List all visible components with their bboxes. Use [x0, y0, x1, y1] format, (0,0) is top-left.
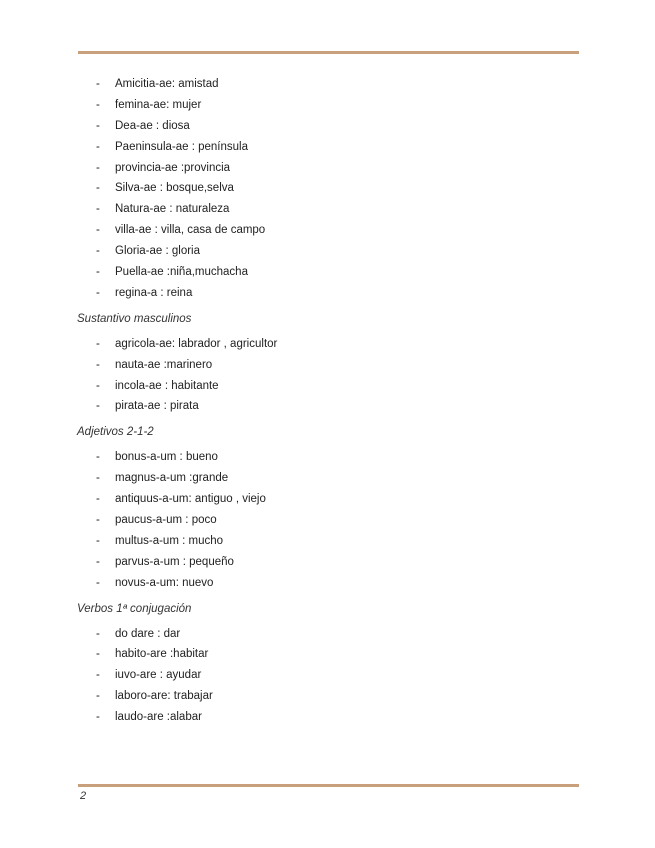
list-item: [77, 510, 577, 531]
list-item-text: Dea-ae : diosa: [115, 119, 190, 132]
list-item: [77, 116, 577, 137]
list-item: [77, 355, 577, 376]
list-item-text: Gloria-ae : gloria: [115, 245, 201, 258]
bullet-dash: -: [96, 266, 100, 279]
list-item-text: agricola-ae: labrador , agricultor: [115, 337, 278, 350]
list-item-text: pirata-ae : pirata: [115, 400, 199, 413]
list-item: [77, 158, 577, 179]
page-number: 2: [80, 790, 87, 802]
section-heading-masculine: Sustantivo masculinos: [77, 312, 192, 325]
bullet-dash: -: [96, 493, 100, 506]
list-item-text: femina-ae: mujer: [115, 98, 202, 111]
list-item: [77, 531, 577, 552]
bullet-dash: -: [96, 379, 100, 392]
list-item: [77, 624, 577, 645]
list-item: [77, 489, 577, 510]
bullet-dash: -: [96, 286, 100, 299]
list-item-text: parvus-a-um : pequeño: [115, 555, 234, 568]
bullet-dash: -: [96, 690, 100, 703]
list-item: [77, 241, 577, 262]
list-item: [77, 396, 577, 417]
list-item: [77, 686, 577, 707]
list-item-text: Amicitia-ae: amistad: [115, 78, 219, 90]
bullet-dash: -: [96, 161, 100, 174]
bullet-dash: -: [96, 451, 100, 464]
list-item-text: habito-are :habitar: [115, 648, 209, 661]
list-item-text: bonus-a-um : bueno: [115, 451, 218, 464]
bullet-dash: -: [96, 182, 100, 195]
bullet-dash: -: [96, 648, 100, 661]
bullet-dash: -: [96, 555, 100, 568]
list-item-text: laboro-are: trabajar: [115, 690, 213, 703]
bullet-dash: -: [96, 514, 100, 527]
bullet-dash: -: [96, 669, 100, 682]
list-item-text: incola-ae : habitante: [115, 379, 219, 392]
list-item: [77, 573, 577, 594]
list-item: [77, 707, 577, 728]
list-item: [77, 468, 577, 489]
list-item: [77, 283, 577, 304]
list-item-text: nauta-ae :marinero: [115, 358, 213, 371]
footer-rule: [78, 784, 579, 787]
list-item: [77, 95, 577, 116]
list-item-text: magnus-a-um :grande: [115, 472, 229, 485]
vocab-list-adjectives: [77, 447, 577, 593]
list-item: [77, 447, 577, 468]
section-heading-adjectives: Adjetivos 2-1-2: [77, 426, 154, 439]
list-item-text: villa-ae : villa, casa de campo: [115, 224, 266, 237]
bullet-dash: -: [96, 576, 100, 589]
list-item: [77, 644, 577, 665]
list-item-text: novus-a-um: nuevo: [115, 576, 214, 589]
vocab-list-feminine: [77, 74, 577, 304]
bullet-dash: -: [96, 711, 100, 724]
bullet-dash: -: [96, 627, 100, 640]
list-item-text: Paeninsula-ae : península: [115, 140, 248, 153]
document-body: [77, 74, 577, 728]
vocab-list-masculine: [77, 334, 577, 418]
vocab-list-verbs: [77, 624, 577, 728]
header-rule: [78, 51, 579, 54]
list-item: [77, 665, 577, 686]
list-item-text: regina-a : reina: [115, 286, 193, 299]
list-item-text: iuvo-are : ayudar: [115, 669, 202, 682]
list-item-text: Silva-ae : bosque,selva: [115, 182, 234, 195]
bullet-dash: -: [96, 78, 100, 90]
bullet-dash: -: [96, 400, 100, 413]
bullet-dash: -: [96, 337, 100, 350]
list-item: [77, 178, 577, 199]
bullet-dash: -: [96, 534, 100, 547]
list-item: [77, 220, 577, 241]
bullet-dash: -: [96, 119, 100, 132]
bullet-dash: -: [96, 98, 100, 111]
list-item-text: provincia-ae :provincia: [115, 161, 231, 174]
bullet-dash: -: [96, 224, 100, 237]
list-item-text: do dare : dar: [115, 627, 181, 640]
bullet-dash: -: [96, 140, 100, 153]
list-item-text: Natura-ae : naturaleza: [115, 203, 230, 216]
bullet-dash: -: [96, 245, 100, 258]
list-item: [77, 552, 577, 573]
list-item: [77, 334, 577, 355]
list-item: [77, 376, 577, 397]
list-item-text: antiquus-a-um: antiguo , viejo: [115, 493, 266, 506]
list-item: [77, 74, 577, 95]
list-item-text: Puella-ae :niña,muchacha: [115, 266, 248, 279]
bullet-dash: -: [96, 203, 100, 216]
bullet-dash: -: [96, 358, 100, 371]
list-item: [77, 137, 577, 158]
list-item: [77, 262, 577, 283]
bullet-dash: -: [96, 472, 100, 485]
list-item-text: laudo-are :alabar: [115, 711, 202, 724]
section-heading-verbs: Verbos 1ª conjugación: [77, 602, 192, 615]
list-item-text: multus-a-um : mucho: [115, 534, 224, 547]
list-item-text: paucus-a-um : poco: [115, 514, 217, 527]
list-item: [77, 199, 577, 220]
